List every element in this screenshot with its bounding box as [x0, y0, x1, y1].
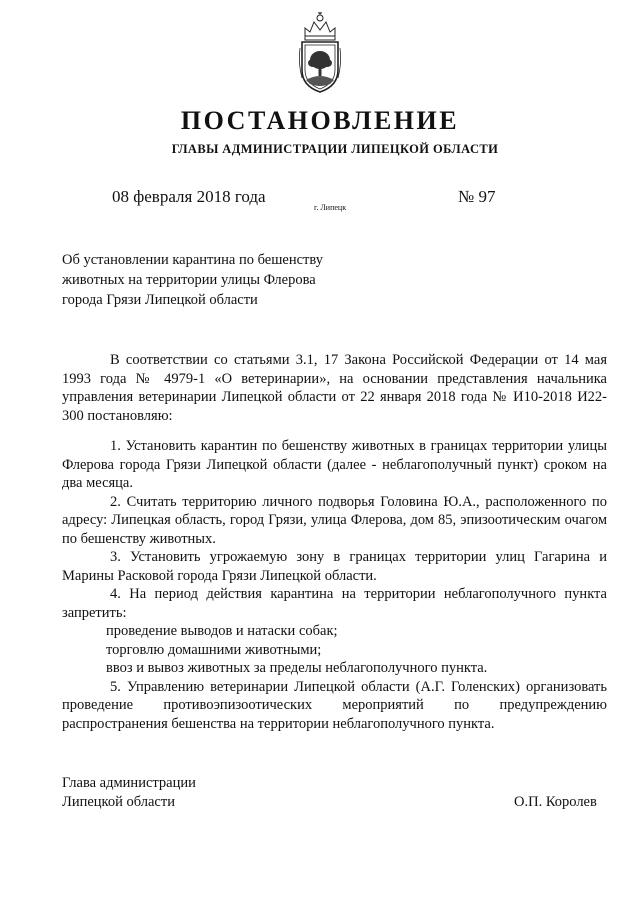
document-title: ПОСТАНОВЛЕНИЕ — [180, 106, 460, 135]
signature-name: О.П. Королев — [514, 794, 597, 810]
subject-line: животных на территории улицы Флерова — [62, 272, 316, 288]
item-paragraph: 2. Считать территорию личного подворья Головина Ю.А., расположенного по адресу: Липецкая область, город Грязи, улица Флерова, дом 85, эпизоотическим очагом по бешенству животных. — [62, 493, 607, 547]
prohibition-item: ввоз и вывоз животных за пределы неблагополучного пункта. — [106, 660, 488, 676]
item-paragraph: 3. Установить угрожаемую зону в границах территории улиц Гагарина и Марины Расковой города Грязи Липецкой области. — [62, 549, 607, 584]
item-paragraph: 4. На период действия карантина на территории неблагополучного пункта запретить: — [62, 586, 607, 621]
subject-line: города Грязи Липецкой области — [62, 292, 258, 308]
document-subject — [62, 250, 362, 310]
document-number: № 97 — [458, 187, 496, 206]
subject-line: Об установлении карантина по бешенству — [62, 252, 323, 268]
prohibition-item: проведение выводов и натаски собак; — [106, 623, 338, 639]
signature-position — [62, 774, 196, 812]
item-paragraph: 5. Управлению ветеринарии Липецкой области (А.Г. Голенских) организовать проведение противоэпизоотических мероприятий по предупреждению распространения бешенства на территории неблагополучного пункта. — [62, 678, 607, 732]
item-paragraph: 1. Установить карантин по бешенству животных в границах территории улицы Флерова города Грязи Липецкой области (далее - неблагополучный пункт) сроком на два месяца. — [62, 438, 607, 491]
signature-position-line: Липецкой области — [62, 794, 175, 810]
preamble-paragraph: В соответствии со статьями 3.1, 17 Закона Российской Федерации от 14 мая 1993 года № 4979-1 «О ветеринарии», на основании представления начальника управления ветеринарии Липецкой области от 22 января 2018 года № И10-2018 И22-300 постановляю: — [62, 352, 607, 424]
document-date: 08 февраля 2018 года — [112, 187, 266, 206]
prohibition-item: торговлю домашними животными; — [106, 641, 322, 658]
signature-position-line: Глава администрации — [62, 775, 196, 791]
document-city: г. Липецк — [314, 203, 347, 212]
lipetsk-coat-of-arms-icon — [296, 8, 344, 96]
document-subtitle: ГЛАВЫ АДМИНИСТРАЦИИ ЛИПЕЦКОЙ ОБЛАСТИ — [171, 142, 499, 156]
document-body — [62, 351, 607, 733]
